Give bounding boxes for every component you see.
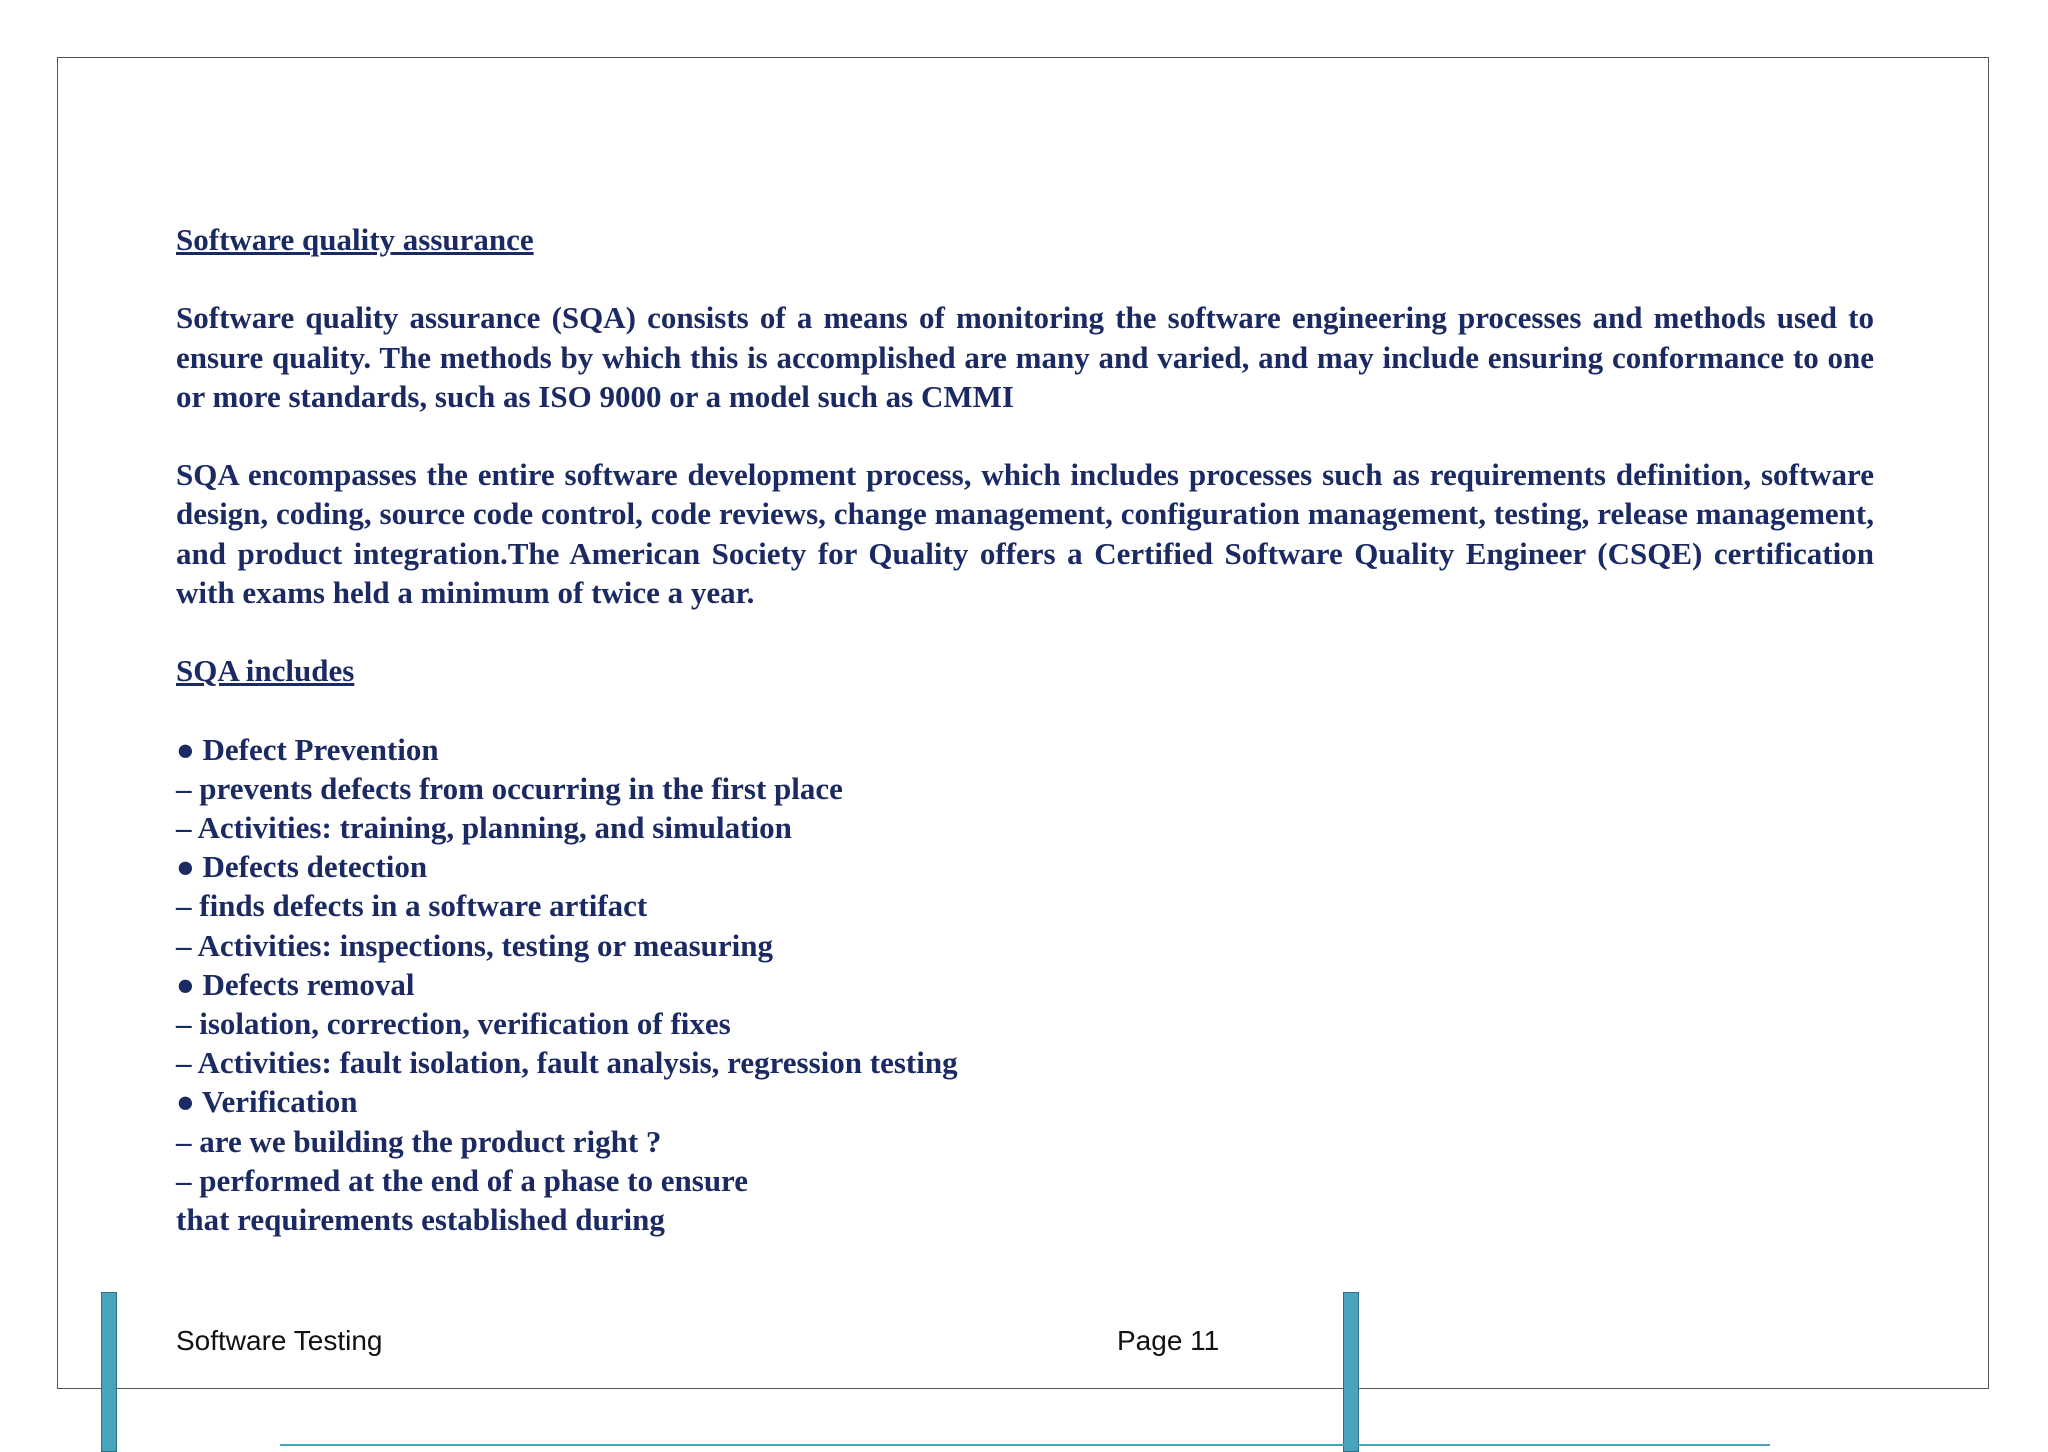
footer-decoration-bar-right <box>1343 1292 1359 1452</box>
spacer <box>176 612 1874 651</box>
spacer <box>176 259 1874 298</box>
footer-decoration-bar-left <box>101 1292 117 1452</box>
list-item: – performed at the end of a phase to ensure <box>176 1162 749 1198</box>
footer-document-title: Software Testing <box>176 1325 383 1356</box>
section-heading-sqa: Software quality assurance <box>176 222 534 257</box>
spacer <box>176 690 1874 729</box>
list-item: – prevents defects from occurring in the first place <box>176 770 843 806</box>
list-item: – Activities: fault isolation, fault analysis, regression testing <box>176 1045 958 1081</box>
list-item: ● Defects removal <box>176 966 415 1002</box>
sqa-includes-list <box>176 730 1874 1240</box>
list-item: ● Defects detection <box>176 849 428 885</box>
footer-decoration-line <box>280 1444 1770 1446</box>
list-item: ● Defect Prevention <box>176 731 439 767</box>
list-item: – Activities: training, planning, and simulation <box>176 809 792 845</box>
list-item: – finds defects in a software artifact <box>176 888 648 924</box>
section-heading-sqa-includes: SQA includes <box>176 653 355 689</box>
paragraph-sqa-scope: SQA encompasses the entire software development process, which includes processes such as requirements definition, software design, coding, source code control, code reviews, change management, configuration management, testing, release management, and product integration.The American Society for Quality offers a Certified Software Quality Engineer (CSQE) certification with exams held a minimum of twice a year. <box>176 457 1874 610</box>
spacer <box>176 416 1874 455</box>
list-item: – isolation, correction, verification of fixes <box>176 1006 731 1041</box>
list-item: that requirements established during <box>176 1202 665 1238</box>
list-item: – are we building the product right ? <box>176 1123 662 1159</box>
paragraph-sqa-definition: Software quality assurance (SQA) consists of a means of monitoring the software engineering processes and methods used to ensure quality. The methods by which this is accomplished are many and varied, and may include ensuring conformance to one or more standards, such as ISO 9000 or a model such as CMMI <box>176 300 1874 414</box>
list-item: ● Verification <box>176 1084 358 1120</box>
footer-page-number: Page 11 <box>1117 1325 1220 1356</box>
document-body <box>176 220 1874 1239</box>
list-item: – Activities: inspections, testing or measuring <box>176 927 774 963</box>
